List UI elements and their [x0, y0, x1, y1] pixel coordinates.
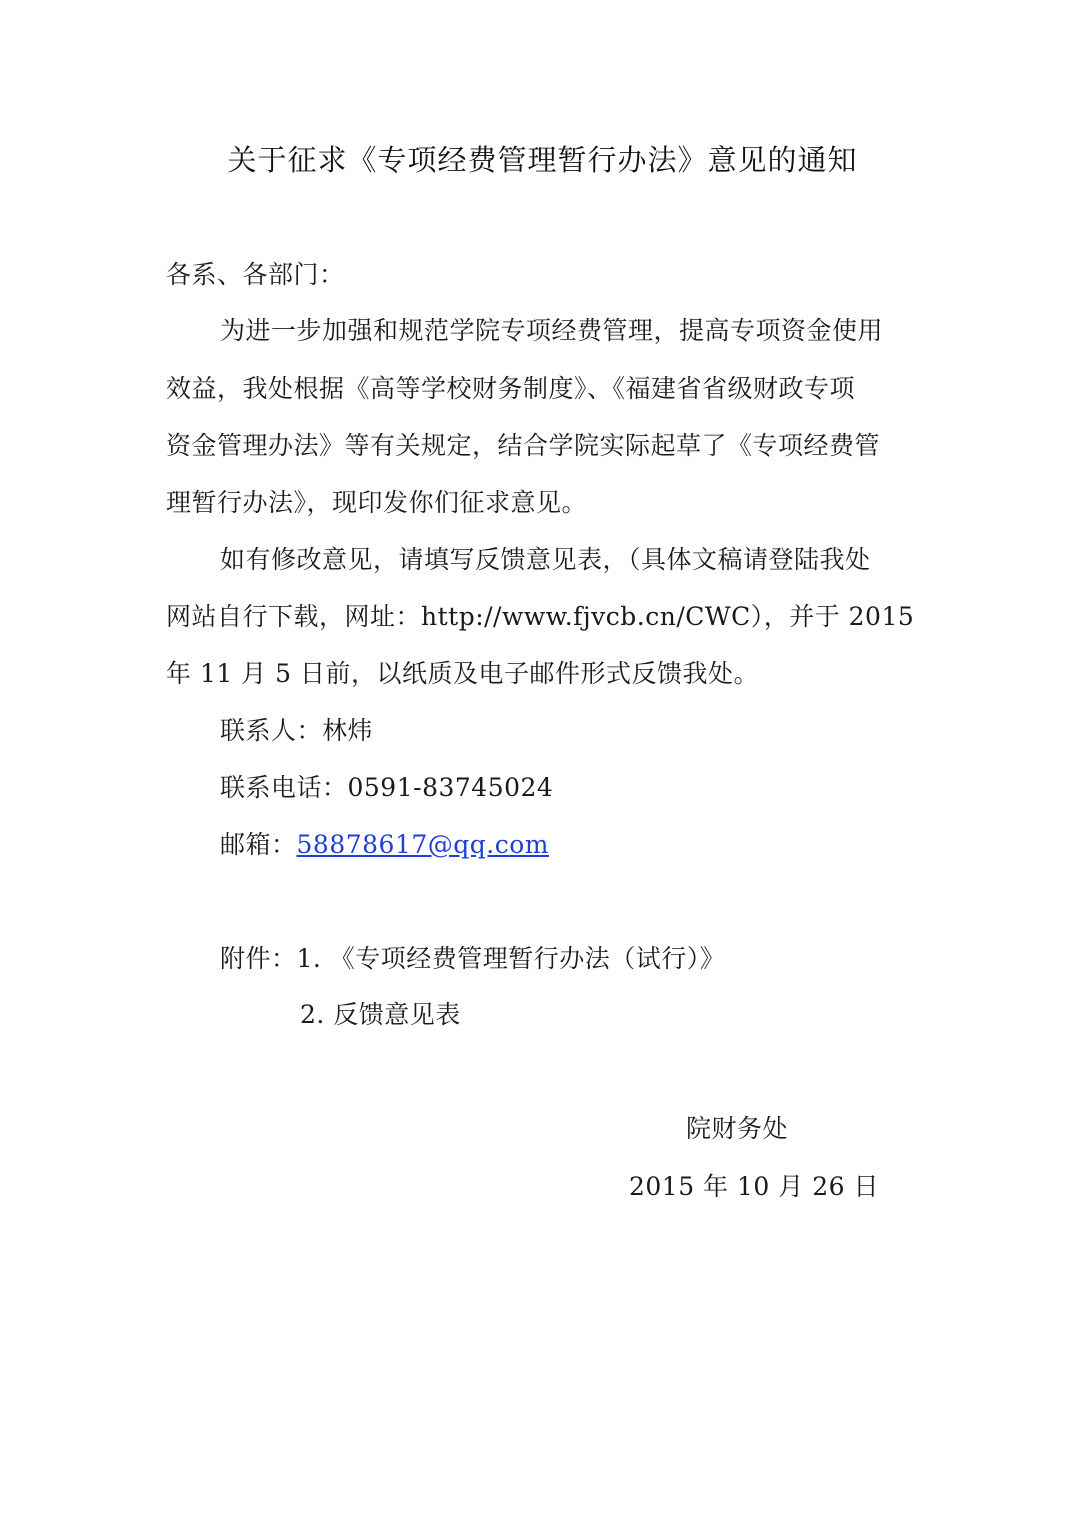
paragraph-1-line-2: 效益，我处根据《高等学校财务制度》、《福建省省级财政专项 [166, 374, 856, 403]
signature-org: 院财务处 [686, 1114, 789, 1143]
contact-person: 联系人：林炜 [220, 716, 374, 745]
paragraph-2-line-3: 年 11 月 5 日前，以纸质及电子邮件形式反馈我处。 [166, 659, 760, 688]
email-link[interactable]: 58878617@qq.com [296, 830, 549, 859]
paragraph-1-line-4: 理暂行办法》，现印发你们征求意见。 [166, 488, 588, 517]
attachment-item-1: 附件：1. 《专项经费管理暂行办法（试行）》 [220, 944, 726, 973]
paragraph-1-line-3: 资金管理办法》等有关规定，结合学院实际起草了《专项经费管 [166, 431, 881, 460]
salutation: 各系、各部门： [166, 260, 345, 289]
contact-email-row [220, 828, 549, 862]
paragraph-2-line-2: 网站自行下载，网址：http://www.fjvcb.cn/CWC），并于 2015 [166, 602, 915, 631]
paragraph-1-line-1: 为进一步加强和规范学院专项经费管理，提高专项资金使用 [220, 316, 884, 345]
contact-phone: 联系电话：0591-83745024 [220, 773, 554, 802]
attachment-item-2: 2. 反馈意见表 [300, 1000, 461, 1029]
email-label: 邮箱： [220, 830, 297, 859]
paragraph-2-line-1: 如有修改意见，请填写反馈意见表，（具体文稿请登陆我处 [220, 545, 871, 574]
document-title: 关于征求《专项经费管理暂行办法》意见的通知 [227, 143, 858, 177]
signature-date: 2015 年 10 月 26 日 [629, 1172, 879, 1201]
